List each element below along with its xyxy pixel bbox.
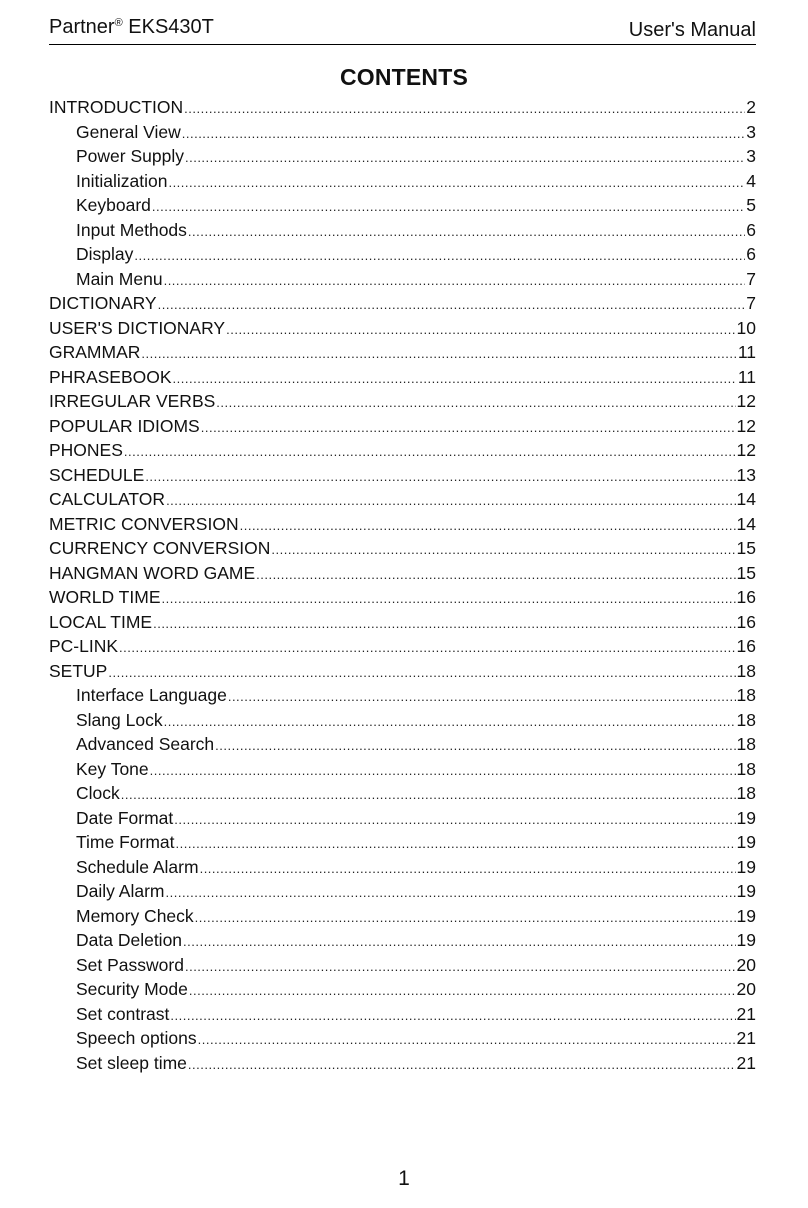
toc-leader-dots: [240, 512, 736, 539]
toc-entry-page: 18: [736, 685, 756, 705]
toc-entry-page: 12: [736, 391, 756, 411]
toc-entry-label: Display: [76, 244, 134, 264]
toc-entry-page: 11: [737, 342, 756, 362]
toc-entry-label: INTRODUCTION: [49, 97, 184, 117]
toc-entry[interactable]: [49, 487, 756, 512]
toc-entry-page: 15: [736, 538, 756, 558]
toc-entry-label: HANGMAN WORD GAME: [49, 562, 256, 583]
toc-leader-dots: [166, 487, 735, 514]
toc-entry-label: Security Mode: [76, 979, 188, 999]
toc-subentry[interactable]: [49, 708, 756, 733]
toc-entry-page: 18: [736, 734, 756, 754]
toc-subentry[interactable]: [49, 683, 756, 708]
toc-entry-page: 18: [736, 660, 756, 681]
toc-entry-page: 3: [746, 146, 756, 166]
toc-entry-label: LOCAL TIME: [49, 611, 153, 632]
toc-entry-page: 21: [736, 1028, 756, 1048]
toc-entry-label: DICTIONARY: [49, 293, 157, 313]
toc-subentry[interactable]: [49, 1026, 756, 1051]
toc-entry-label: Clock: [76, 783, 120, 803]
toc-leader-dots: [215, 732, 735, 759]
toc-entry-label: Power Supply: [76, 146, 184, 166]
toc-entry[interactable]: [49, 95, 756, 120]
toc-entry-page: 19: [736, 881, 756, 901]
toc-subentry[interactable]: [49, 120, 756, 145]
toc-entry-label: CURRENCY CONVERSION: [49, 538, 271, 558]
toc-leader-dots: [162, 585, 736, 612]
toc-leader-dots: [188, 218, 745, 245]
header-brand: Partner: [49, 16, 115, 38]
toc-leader-dots: [183, 928, 735, 955]
toc-entry-page: 16: [736, 587, 756, 607]
toc-entry-label: Interface Language: [76, 685, 227, 705]
toc-subentry[interactable]: [49, 977, 756, 1002]
toc-entry-label: Date Format: [76, 807, 174, 828]
toc-entry[interactable]: [49, 291, 756, 316]
toc-entry-label: Advanced Search: [76, 734, 215, 754]
toc-leader-dots: [166, 879, 736, 906]
toc-entry-page: 18: [736, 783, 756, 803]
toc-entry-label: PHRASEBOOK: [49, 366, 172, 387]
toc-entry[interactable]: [49, 561, 756, 586]
toc-entry-label: Input Methods: [76, 219, 187, 240]
toc-leader-dots: [182, 120, 746, 147]
toc-leader-dots: [228, 683, 736, 710]
toc-subentry[interactable]: [49, 953, 756, 978]
toc-subentry[interactable]: [49, 169, 756, 194]
toc-leader-dots: [201, 414, 736, 441]
toc-subentry[interactable]: [49, 193, 756, 218]
toc-entry-label: SETUP: [49, 660, 108, 681]
toc-entry-page: 20: [736, 979, 756, 999]
toc-entry-page: 19: [736, 832, 756, 852]
toc-leader-dots: [153, 610, 735, 637]
page-header: [49, 14, 756, 45]
toc-entry[interactable]: [49, 512, 756, 537]
toc-entry[interactable]: [49, 463, 756, 488]
toc-entry-label: SCHEDULE: [49, 464, 145, 485]
registered-mark: ®: [114, 17, 123, 29]
toc-entry-page: 10: [736, 317, 756, 338]
toc-entry-label: WORLD TIME: [49, 587, 161, 607]
toc-leader-dots: [256, 561, 735, 588]
toc-entry-page: 3: [746, 121, 756, 142]
toc-entry-page: 15: [736, 562, 756, 583]
toc-leader-dots: [173, 365, 737, 392]
toc-leader-dots: [108, 659, 735, 686]
toc-entry-label: Time Format: [76, 832, 175, 852]
toc-entry-label: Key Tone: [76, 758, 149, 779]
toc-subentry[interactable]: [49, 267, 756, 292]
toc-entry-page: 6: [746, 219, 756, 240]
toc-leader-dots: [271, 536, 735, 563]
toc-entry-page: 14: [736, 513, 756, 534]
toc-subentry[interactable]: [49, 1051, 756, 1076]
toc-entry-page: 20: [736, 954, 756, 975]
toc-entry-page: 4: [746, 170, 756, 191]
toc-leader-dots: [164, 267, 746, 294]
toc-entry-label: PHONES: [49, 440, 123, 460]
toc-entry[interactable]: [49, 610, 756, 635]
toc-leader-dots: [195, 904, 736, 931]
toc-subentry[interactable]: [49, 806, 756, 831]
toc-subentry[interactable]: [49, 879, 756, 904]
toc-entry-label: Keyboard: [76, 195, 151, 215]
toc-subentry[interactable]: [49, 781, 756, 806]
toc-entry-label: Data Deletion: [76, 930, 183, 950]
toc-entry-page: 13: [736, 464, 756, 485]
toc-entry-page: 21: [736, 1003, 756, 1024]
toc-entry[interactable]: [49, 365, 756, 390]
toc-leader-dots: [176, 830, 736, 857]
toc-entry-label: General View: [76, 121, 181, 142]
page-number: 1: [398, 1167, 410, 1190]
toc-subentry[interactable]: [49, 830, 756, 855]
toc-subentry[interactable]: [49, 928, 756, 953]
toc-subentry[interactable]: [49, 144, 756, 169]
toc-entry[interactable]: [49, 316, 756, 341]
table-of-contents: [49, 95, 756, 1075]
toc-subentry[interactable]: [49, 242, 756, 267]
toc-entry-page: 18: [736, 758, 756, 779]
toc-leader-dots: [124, 438, 736, 465]
toc-entry-page: 14: [736, 489, 756, 509]
toc-leader-dots: [185, 953, 736, 980]
toc-entry-page: 16: [736, 611, 756, 632]
header-model: EKS430T: [128, 16, 214, 38]
toc-leader-dots: [189, 977, 736, 1004]
toc-entry-page: 11: [737, 366, 756, 387]
toc-leader-dots: [150, 757, 736, 784]
toc-entry-label: Main Menu: [76, 268, 163, 289]
header-manual-label: User's Manual: [628, 19, 756, 41]
toc-entry-label: POPULAR IDIOMS: [49, 415, 200, 436]
toc-entry-label: USER'S DICTIONARY: [49, 317, 226, 338]
toc-entry-page: 19: [736, 807, 756, 828]
toc-leader-dots: [184, 95, 745, 122]
toc-subentry[interactable]: [49, 218, 756, 243]
toc-entry-label: PC-LINK: [49, 636, 119, 656]
toc-entry-label: Daily Alarm: [76, 881, 165, 901]
toc-entry[interactable]: [49, 634, 756, 659]
toc-leader-dots: [200, 855, 736, 882]
toc-entry-label: Set Password: [76, 954, 184, 975]
toc-entry[interactable]: [49, 585, 756, 610]
toc-entry-page: 16: [736, 636, 756, 656]
toc-entry[interactable]: [49, 536, 756, 561]
toc-leader-dots: [198, 1026, 736, 1053]
toc-entry[interactable]: [49, 389, 756, 414]
toc-entry-label: Schedule Alarm: [76, 856, 199, 877]
toc-entry-page: 5: [746, 195, 756, 215]
toc-entry-page: 21: [736, 1052, 756, 1073]
toc-entry-label: Set contrast: [76, 1003, 170, 1024]
toc-entry-page: 18: [736, 709, 756, 730]
toc-entry-label: Initialization: [76, 170, 168, 191]
toc-entry-page: 2: [746, 97, 756, 117]
toc-leader-dots: [158, 291, 746, 318]
page-title: CONTENTS: [339, 64, 469, 90]
toc-entry-page: 12: [736, 440, 756, 460]
toc-entry-page: 12: [736, 415, 756, 436]
toc-leader-dots: [141, 340, 736, 367]
toc-subentry[interactable]: [49, 732, 756, 757]
toc-leader-dots: [121, 781, 736, 808]
toc-entry-page: 7: [746, 293, 756, 313]
toc-entry-label: Set sleep time: [76, 1052, 187, 1073]
toc-entry-label: Slang Lock: [76, 709, 163, 730]
toc-leader-dots: [174, 806, 735, 833]
toc-leader-dots: [188, 1051, 736, 1078]
toc-entry-label: METRIC CONVERSION: [49, 513, 239, 534]
toc-leader-dots: [216, 389, 735, 416]
toc-entry-label: IRREGULAR VERBS: [49, 391, 216, 411]
toc-leader-dots: [164, 708, 736, 735]
toc-entry[interactable]: [49, 659, 756, 684]
toc-entry-page: 6: [746, 244, 756, 264]
toc-entry-label: Speech options: [76, 1028, 197, 1048]
toc-leader-dots: [134, 242, 745, 269]
toc-entry[interactable]: [49, 414, 756, 439]
header-product: [49, 15, 214, 42]
toc-entry-page: 19: [736, 905, 756, 926]
toc-subentry[interactable]: [49, 1002, 756, 1027]
toc-leader-dots: [168, 169, 745, 196]
toc-entry-label: Memory Check: [76, 905, 194, 926]
toc-entry-label: GRAMMAR: [49, 342, 141, 362]
toc-leader-dots: [170, 1002, 735, 1029]
toc-leader-dots: [145, 463, 735, 490]
toc-entry[interactable]: [49, 340, 756, 365]
toc-subentry[interactable]: [49, 904, 756, 929]
toc-entry-page: 19: [736, 930, 756, 950]
toc-leader-dots: [152, 193, 745, 220]
toc-subentry[interactable]: [49, 757, 756, 782]
toc-entry-label: CALCULATOR: [49, 489, 166, 509]
toc-leader-dots: [119, 634, 735, 661]
toc-leader-dots: [226, 316, 735, 343]
toc-leader-dots: [185, 144, 745, 171]
toc-entry-page: 19: [736, 856, 756, 877]
toc-subentry[interactable]: [49, 855, 756, 880]
toc-entry[interactable]: [49, 438, 756, 463]
toc-entry-page: 7: [746, 268, 756, 289]
